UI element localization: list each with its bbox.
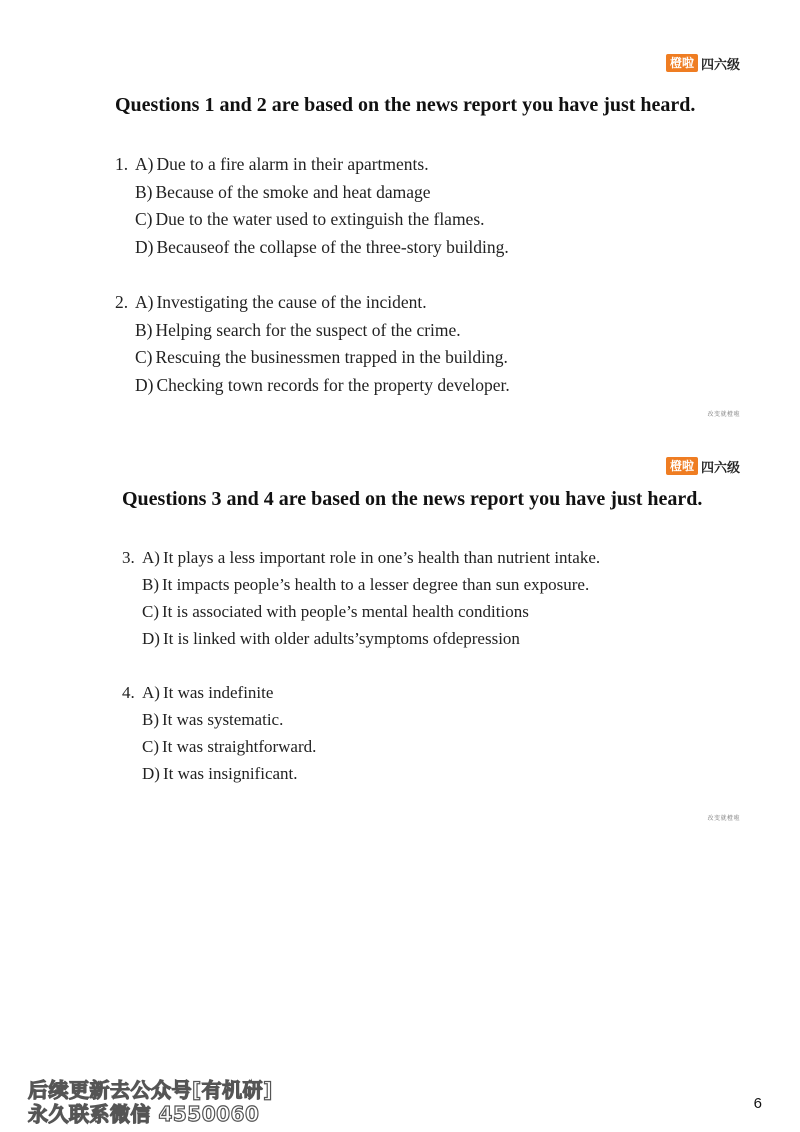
section-heading: Questions 1 and 2 are based on the news report you have just heard. [115, 94, 696, 116]
option-line [122, 544, 600, 571]
page-number: 6 [753, 1095, 762, 1112]
option-line [115, 234, 509, 262]
watermark-line: 永久联系微信 4550060 [28, 1102, 260, 1126]
option-letter: C) [135, 347, 153, 367]
option-letter: A) [135, 154, 154, 174]
option-letter: D) [135, 374, 154, 395]
question-number: 4. [122, 683, 135, 702]
option-line [122, 598, 600, 625]
option-letter: D) [142, 764, 160, 783]
brand-logo: 橙啦 [666, 457, 698, 475]
option-text: Due to a fire alarm in their apartments. [156, 154, 429, 174]
option-text: It was insignificant. [162, 764, 298, 783]
option-letter: C) [135, 209, 153, 229]
option-text: Because of the smoke and heat damage [155, 181, 431, 202]
question-item [115, 289, 510, 399]
option-text: It was indefinite [162, 683, 274, 702]
option-letter: C) [142, 602, 159, 621]
option-text: It impacts people’s health to a lesser degree than sun exposure. [162, 575, 590, 594]
question-number: 1. [115, 154, 129, 174]
brand-mark [666, 53, 740, 73]
option-line [115, 206, 509, 234]
watermark-line: 后续更新去公众号[有机研] [28, 1078, 273, 1102]
option-line [115, 289, 510, 317]
brand-logo: 橙啦 [666, 54, 698, 72]
option-line [115, 179, 509, 207]
footer-slogan: 改变就橙啦 [707, 815, 740, 822]
option-letter: B) [142, 575, 159, 594]
question-number: 3. [122, 548, 135, 567]
option-line [115, 151, 509, 179]
option-text: Helping search for the suspect of the crime. [155, 319, 461, 340]
option-letter: A) [142, 683, 160, 702]
option-letter: D) [142, 629, 160, 648]
option-line [122, 706, 316, 733]
option-line [115, 317, 510, 345]
option-letter: C) [142, 737, 159, 756]
section-heading: Questions 3 and 4 are based on the news report you have just heard. [122, 488, 703, 510]
question-item [122, 679, 316, 787]
brand-name: 四六级 [700, 57, 740, 73]
option-text: It was straightforward. [162, 737, 317, 756]
option-text: Investigating the cause of the incident. [156, 292, 427, 312]
option-line [122, 679, 316, 706]
option-text: Checking town records for the property developer. [156, 374, 510, 395]
option-line [115, 372, 510, 400]
option-text: It is linked with older adults’symptoms ofdepression [162, 629, 520, 648]
option-line [122, 625, 600, 652]
option-text: It is associated with people’s mental health conditions [162, 602, 529, 621]
watermark [28, 1078, 273, 1126]
brand-name: 四六级 [700, 460, 740, 476]
question-item [115, 151, 509, 261]
option-line [115, 344, 510, 372]
option-letter: A) [142, 548, 160, 567]
option-text: Becauseof the collapse of the three-story building. [156, 236, 509, 257]
brand-mark [666, 456, 740, 476]
option-line [122, 760, 316, 787]
option-text: It was systematic. [162, 710, 284, 729]
option-letter: B) [135, 319, 153, 340]
question-item [122, 544, 600, 652]
option-text: Due to the water used to extinguish the flames. [155, 209, 485, 229]
option-text: Rescuing the businessmen trapped in the building. [155, 347, 508, 367]
option-letter: B) [142, 710, 159, 729]
question-number: 2. [115, 292, 129, 312]
option-line [122, 571, 600, 598]
footer-slogan: 改变就橙啦 [707, 411, 740, 418]
option-letter: A) [135, 292, 154, 312]
option-letter: B) [135, 181, 153, 202]
option-line [122, 733, 316, 760]
option-text: It plays a less important role in one’s health than nutrient intake. [162, 548, 601, 567]
option-letter: D) [135, 236, 154, 257]
